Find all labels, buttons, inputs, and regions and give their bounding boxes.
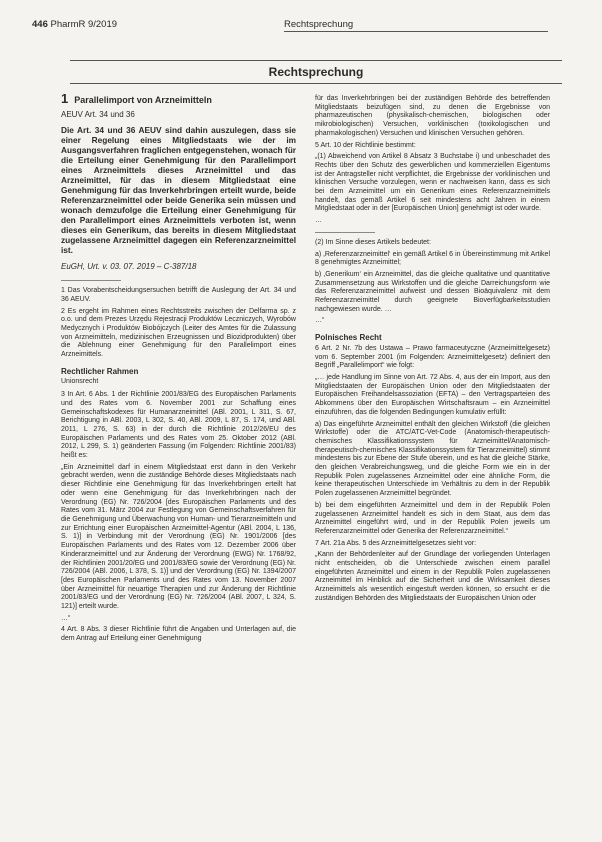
running-header [14,10,588,32]
header-rule [284,31,548,32]
paragraph: „… jede Handlung im Sinne von Art. 72 Abs. 4, aus der ein Import, aus den Mitgliedstaaten der Europäischen Union oder den Mitgliedstaaten der Europäischen Freihandelsassoziation (EFTA) – den Vertragsparteien des Abkommens über den Europäischen Wirtschaftsraum – ein Arzneimittel einzuführen, das die folgenden Bedingungen kumulativ erfüllt: [315,373,550,416]
page-number: 446 PharmR 9/2019 [32,19,118,30]
subsection-heading: Unionsrecht [61,378,99,386]
paragraph: „Ein Arzneimittel darf in einem Mitgliedstaat erst dann in den Verkehr gebracht werden, wenn die zuständige Behörde dieses Mitgliedstaats nach dieser Richtlinie eine Genehmigung für das Inverkehrbringen erteilt hat oder wenn eine Genehmigung für das Inverkehrbringen nach der Verordnung (EG) Nr. 726/2004 [des Europäischen Parlaments und des Rates vom 31. März 2004 zur Festlegung von Gemeinschaftsverfahren für die Genehmigung und Überwachung von Human- und Tierarzneimitteln und zur Errichtung einer Europäischen Arzneimittel-Agentur (ABl. 2004, L 136, S. 1)] in Verbindung mit der Verordnung (EG) Nr. 1901/2006 [des Europäischen Parlaments und des Rates vom 12. Dezember 2006 über Kinderarzneimittel und zur Änderung der Verordnung (EWG) Nr. 1768/92, der Richtlinien 2001/20/EG und 2001/83/EG sowie der Verordnung (EG) Nr. 726/2004 (ABl. 2006, L 378, S. 1)] und der Verordnung (EG) Nr. 1394/2007 [des Europäischen Parlaments und des Rates vom 13. November 2007 über Arzneimittel für neuartige Therapien und zur Änderung der Richtlinie 2001/83/EG und der Verordnung (EG) Nr. 726/2004 (ABl. 2007, L 324, S. 121)] erteilt wurde. [61,463,296,611]
case-heading [61,91,296,106]
paragraph: „Kann der Behördenleiter auf der Grundlage der vorliegenden Unterlagen nicht entscheiden, ob die Unterschiede zwischen einem parallel eingeführten Arzneimittel und einem in der Republik Polen zugelassenen Arzneimittel im Hinblick auf die Sicherheit und die Wirksamkeit dieses Arzneimittels als wesentlich eingestuft werden können, so ersucht er die zuständigen Behörden des Mitgliedstaats der Europäischen Union oder [315,551,550,602]
case-title: Parallelimport von Arzneimitteln [74,95,212,105]
divider [315,232,375,233]
paragraph: a) ‚Referenzarzneimittel‘ ein gemäß Artikel 6 in Übereinstimmung mit Artikel 8 genehmigtes Arzneimittel; [315,250,550,267]
page-title: Rechtsprechung [70,60,562,84]
paragraph: (2) Im Sinne dieses Artikels bedeutet: [315,238,431,246]
left-column [61,91,296,647]
journal-name: PharmR 9/2019 [50,19,118,30]
paragraph: … [315,217,322,225]
paragraph: b) ‚Generikum‘ ein Arzneimittel, das die gleiche qualitative und quantitative Zusammensetzung aus Wirkstoffen und die gleiche Darreichungsform wie das Referenzarzneimittel aufweist und dessen Bioäquivalenz mit dem Referenzarzneimittel durch geeignete Bioverfügbarkeitsstudien nachgewiesen wurde. … [315,270,550,313]
header-section: Rechtsprechung [284,19,354,30]
keywords: AEUV Art. 34 und 36 [61,109,135,119]
divider [61,280,121,281]
paragraph: a) Das eingeführte Arzneimittel enthält den gleichen Wirkstoff (die gleichen Wirkstoffe) oder die ATC/ATC-Vet-Code (Anatomisch-therapeutisch-chemisches Klassifikationssystem für Arzneimittel/Anatomisch-therapeutisch-chemisches Klassifikationssystem für Tierarzneimittel) stimmt mindestens bis zur Ebene der Stufe überein, und es hat die gleiche Stärke, den gleichen Verabreichungsweg, und die gleiche Form wie ein in der Republik Polen zugelassenes Arzneimittel oder eine ähnliche Form, die keine therapeutischen Unterschiede im Verhältnis zu dem in der Republik Polen zugelassenen Arzneimittel begründet. [315,420,550,498]
paragraph: 4 Art. 8 Abs. 3 dieser Richtlinie führt die Angaben und Unterlagen auf, die dem Antrag auf Erteilung einer Genehmigung [61,626,296,643]
paragraph: für das Inverkehrbringen bei der zuständigen Behörde des betreffenden Mitgliedstaats beizufügen sind, zu denen die Ergebnisse von pharmazeutischen (physikalisch-chemischen, biologischen oder mikrobiologischen) Versuchen, vorklinischen (toxikologischen und pharmakologischen) Versuchen und klinischen Versuchen gehören. [315,95,550,137]
paragraph: 6 Art. 2 Nr. 7b des Ustawa – Prawo farmaceutyczne (Arzneimittelgesetz) vom 6. September 2001 (im Folgenden: Arzneimittelgesetz) definiert den Begriff „Parallelimport“ wie folgt: [315,344,550,370]
case-number: 1 [61,91,69,106]
paragraph: 1 Das Vorabentscheidungsersuchen betrifft die Auslegung der Art. 34 und 36 AEUV. [61,287,296,303]
paragraph: …“ [61,614,71,622]
paragraph: b) bei dem eingeführten Arzneimittel und dem in der Republik Polen zugelassenen Arzneimittel handelt es sich in dem Staat, aus dem das Arzneimittel eingeführt wird, und in der Republik Polen jeweils um Referenzarzneimittel oder Generika der Referenzarzneimittel.“ [315,501,550,535]
paragraph: 7 Art. 21a Abs. 5 des Arzneimittelgesetzes sieht vor: [315,539,477,547]
right-column [315,95,550,607]
paragraph: 3 In Art. 6 Abs. 1 der Richtlinie 2001/83/EG des Europäischen Parlaments und des Rates vom 6. November 2001 zur Schaffung eines Gemeinschaftskodexes für Humanarzneimittel (ABl. 2001, L 311, S. 67, Berichtigung in ABl. 2003, L 302, S. 40, ABl. 2009, L 87, S. 174, und ABl. 2011, L 276, S. 63) in der durch die Richtlinie 2012/26/EU des Europäischen Parlaments und des Rates vom 25. Oktober 2012 (ABl. 2012, L 299, S. 1) geänderten Fassung (im Folgenden: Richtlinie 2001/83) heißt es: [61,391,296,460]
section-heading: Polnisches Recht [315,333,382,343]
paragraph: …“ [315,317,325,325]
paragraph: 5 Art. 10 der Richtlinie bestimmt: [315,141,416,149]
section-heading: Rechtlicher Rahmen [61,366,139,376]
leitsatz: Die Art. 34 und 36 AEUV sind dahin auszulegen, dass sie einer Regelung eines Mitgliedstaats wie der im Ausgangsverfahren fraglichen entgegenstehen, wonach für die Erteilung einer Genehmigung für den Parallelimport eines Arzneimittels dieses Arzneimittel und das Arzneimittel, für das in diesem Mitgliedstaat eine Genehmigung für das Inverkehrbringen erteilt wurde, beide Referenzarzneimittel oder beide Generika sein müssen und wonach demzufolge die Erteilung einer Genehmigung für den Parallelimport eines Arzneimittels verboten ist, wenn dieses ein Generikum, das bereits in diesem Mitgliedstaat zugelassene Arzneimittel dagegen ein Referenzarzneimittel ist. [61,125,296,256]
paragraph: „(1) Abweichend von Artikel 8 Absatz 3 Buchstabe i) und unbeschadet des Rechts über den Schutz des gewerblichen und kommerziellen Eigentums ist der Antragsteller nicht verpflichtet, die Ergebnisse der vorklinischen und klinischen Versuche vorzulegen, wenn er nachweisen kann, dass es sich bei dem Arzneimittel um ein Generikum eines Referenzarzneimittels handelt, das gemäß Artikel 6 seit mindestens acht Jahren in einem Mitgliedstaat oder in der [Europäischen Union] genehmigt ist oder wurde. [315,153,550,213]
citation: EuGH, Urt. v. 03. 07. 2019 – C-387/18 [61,262,197,272]
paragraph: 2 Es ergeht im Rahmen eines Rechtsstreits zwischen der Delfarma sp. z o.o. und dem Prezes Urzędu Rejestracji Produktów Leczniczych, Wyrobów Medycznych i Produktów Biobójczych (Leiter des Amtes für die Zulassung von Arzneimitteln, medizinischen Erzeugnissen und Biozidprodukten) über die Ablehnung einer Genehmigung für den Parallelimport eines Arzneimittels. [61,307,296,359]
